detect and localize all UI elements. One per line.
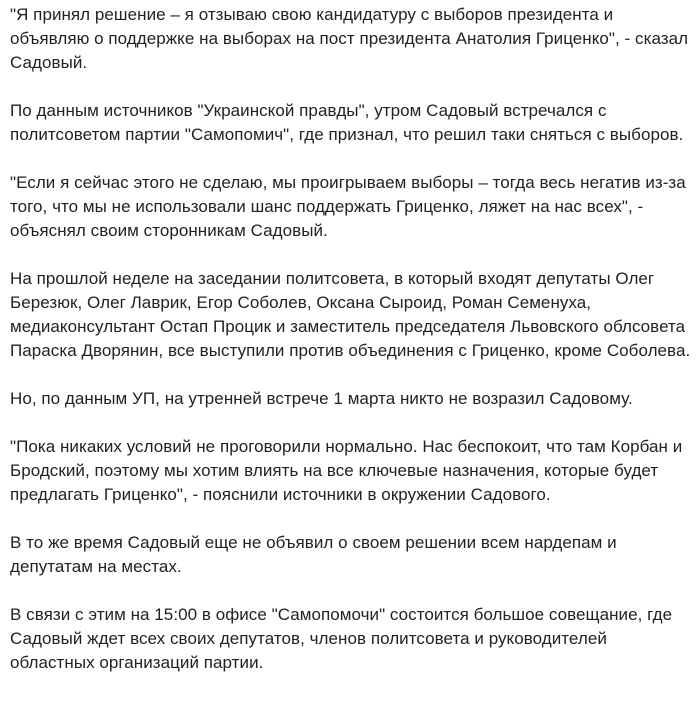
article-body xyxy=(10,3,694,699)
article-paragraph-3: "Если я сейчас этого не сделаю, мы проигрываем выборы – тогда весь негатив из-за того, что мы не использовали шанс поддержать Гриценко, ляжет на нас всех", - объяснял своим сторонникам Садовый. xyxy=(10,173,686,240)
article-paragraph-5: Но, по данным УП, на утренней встрече 1 марта никто не возразил Садовому. xyxy=(10,389,633,408)
article-paragraph-2: По данным источников "Украинской правды", утром Садовый встречался с политсоветом партии "Самопомич", где признал, что решил таки сняться с выборов. xyxy=(10,101,684,144)
article-paragraph-8: В связи с этим на 15:00 в офисе "Самопомочи" состоится большое совещание, где Садовый ждет всех своих депутатов, членов политсовета и руководителей областных организаций партии. xyxy=(10,605,673,672)
article-paragraph-7: В то же время Садовый еще не объявил о своем решении всем нардепам и депутатам на местах. xyxy=(10,533,617,576)
article-paragraph-4: На прошлой неделе на заседании политсовета, в который входят депутаты Олег Березюк, Олег Лаврик, Егор Соболев, Оксана Сыроид, Роман Семенуха, медиаконсультант Остап Процик и заместитель председателя Львовского облсовета Параска Дворянин, все выступили против объединения с Гриценко, кроме Соболева. xyxy=(10,269,691,360)
article-paragraph-1: "Я принял решение – я отзываю свою кандидатуру с выборов президента и объявляю о поддержке на выборах на пост президента Анатолия Гриценко", - сказал Садовый. xyxy=(10,5,689,72)
article-paragraph-6: "Пока никаких условий не проговорили нормально. Нас беспокоит, что там Корбан и Бродский, поэтому мы хотим влиять на все ключевые назначения, которые будет предлагать Гриценко", - пояснили источники в окружении Садового. xyxy=(10,437,683,504)
